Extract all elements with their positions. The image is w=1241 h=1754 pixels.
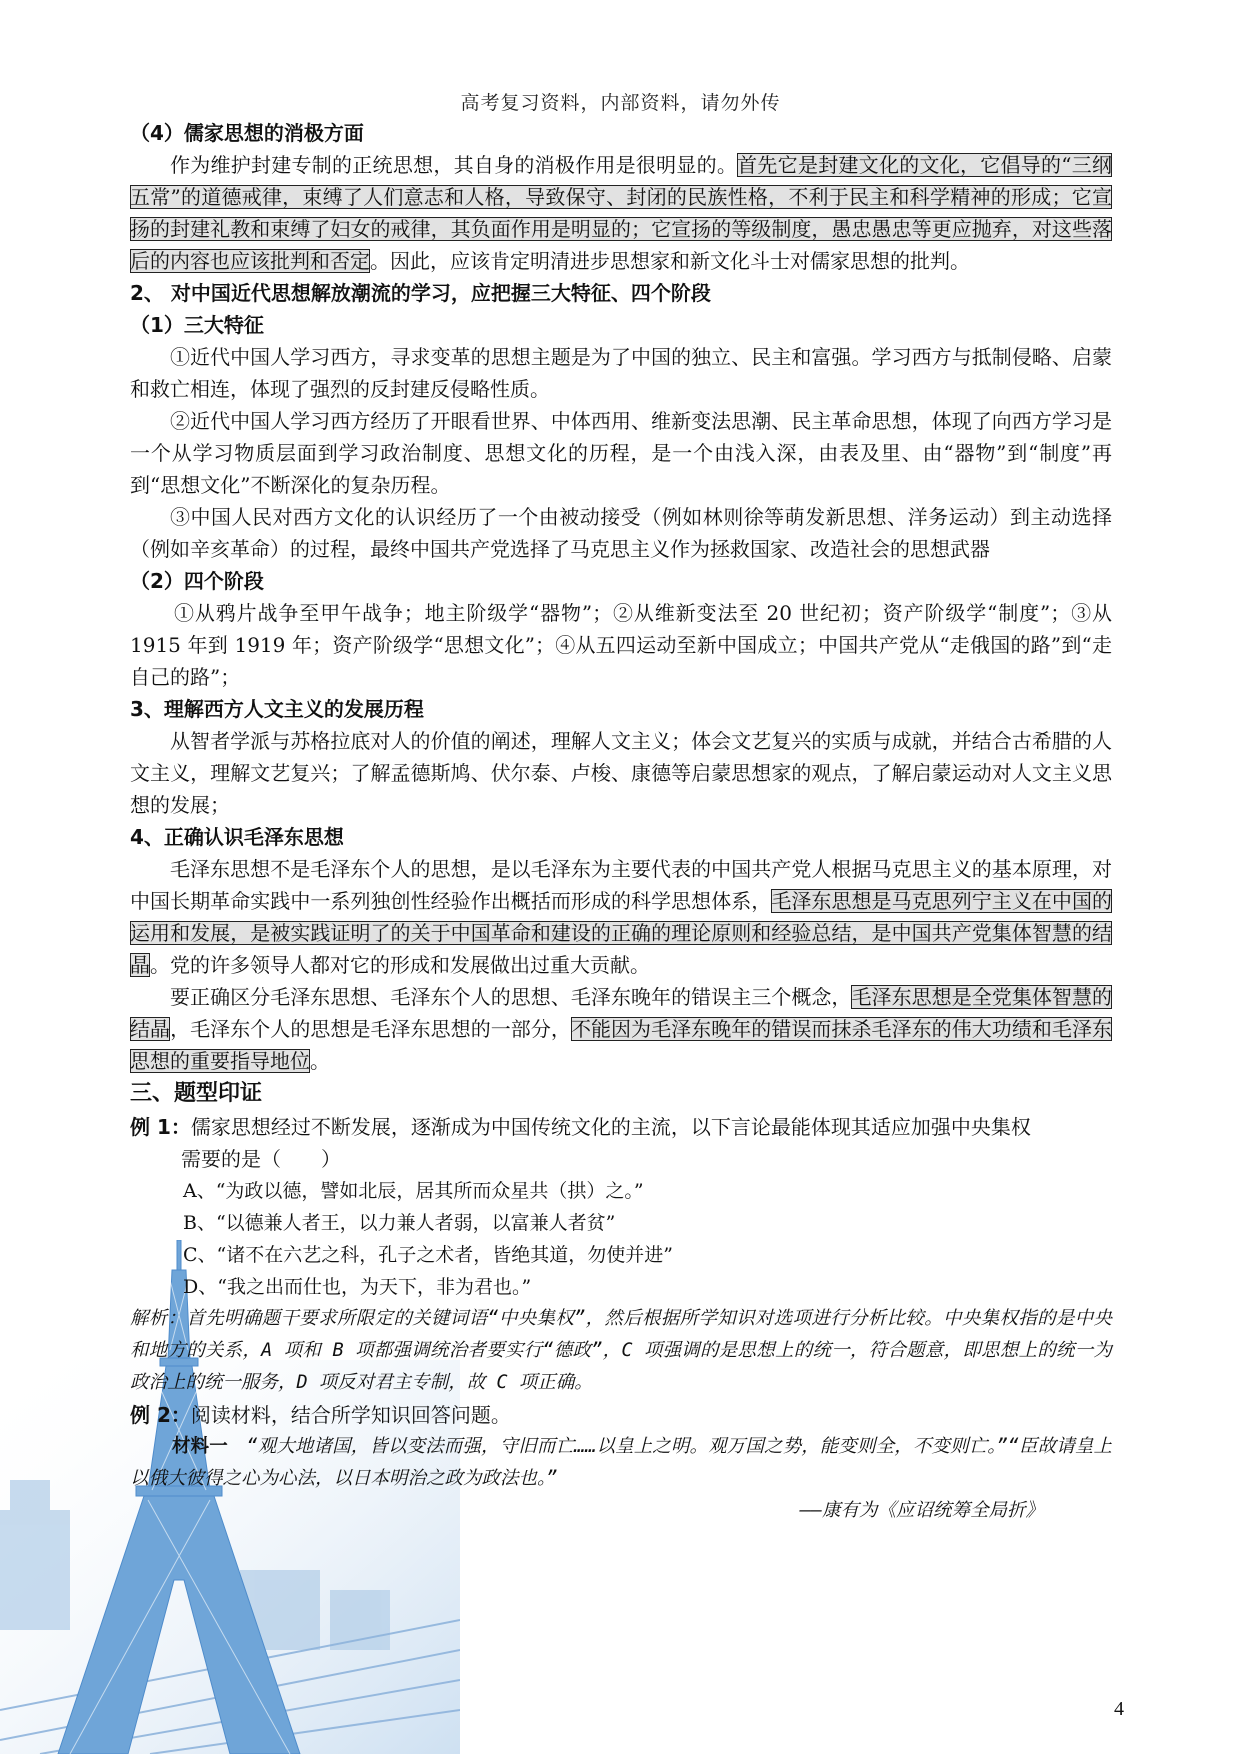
example-2-label: 例 2： (130, 1403, 191, 1427)
material-1-source: ——康有为《应诏统筹全局折》 (799, 1500, 1044, 1521)
paragraph-four-stages: ①从鸦片战争至甲午战争；地主阶级学“器物”；②从维新变法至 20 世纪初；资产阶级学“制度”；③从 1915 年到 1919 年；资产阶级学“思想文化”；④从五四运动至新中国成立；中国共产党从“走俄国的路”到“走自己的路”； (130, 601, 1112, 689)
option-c: C、“诸不在六艺之科，孔子之术者，皆绝其道，勿使并进” (183, 1244, 673, 1266)
material-1-label: 材料一 (172, 1436, 228, 1457)
text-mid: ，毛泽东个人的思想是毛泽东思想的一部分， (170, 1017, 571, 1041)
example-1-text: 儒家思想经过不断发展，逐渐成为中国传统文化的主流，以下言论最能体现其适应加强中央集权 (190, 1115, 1031, 1139)
text-lead: 毛泽东思想不是毛泽东个人的思想，是以毛泽东为主要代表的中国共产党人根据马克思主义的基本原理，对中国长期革命实践中一系列独创性经验作出概括而形成的科学思想体系， (130, 857, 1112, 913)
paragraph-mao-thought-2 (130, 981, 1112, 1077)
material-1-text: “观大地诸国，皆以变法而强，守旧而亡……以皇上之明。观万国之势，能变则全，不变则亡。”“臣故请皇上以俄大彼得之心为心法，以日本明治之政为政法也。” (130, 1436, 1112, 1489)
example-2-question (130, 1399, 1112, 1431)
text-tail: 。 (310, 1049, 330, 1073)
page-header: 高考复习资料，内部资料，请勿外传 (460, 92, 781, 114)
paragraph-feature-1: ①近代中国人学习西方，寻求变革的思想主题是为了中国的独立、民主和富强。学习西方与抵制侵略、启蒙和救亡相连，体现了强烈的反封建反侵略性质。 (130, 345, 1112, 401)
heading-section-question-types: 三、题型印证 (130, 1081, 263, 1106)
paragraph-mao-thought-1 (130, 853, 1112, 981)
text-lead: 作为维护封建专制的正统思想，其自身的消极作用是很明显的。 (170, 153, 738, 177)
text-tail: 。因此，应该肯定明清进步思想家和新文化斗士对儒家思想的批判。 (370, 249, 970, 273)
heading-section-2: 2、 对中国近代思想解放潮流的学习，应把握三大特征、四个阶段 (130, 281, 711, 305)
subheading-three-features: （1）三大特征 (130, 313, 264, 337)
heading-section-3: 3、理解西方人文主义的发展历程 (130, 697, 424, 721)
paragraph-humanism: 从智者学派与苏格拉底对人的价值的阐述，理解人文主义；体会文艺复兴的实质与成就，并结合古希腊的人文主义，理解文艺复兴；了解孟德斯鸠、伏尔泰、卢梭、康德等启蒙思想家的观点，了解启蒙运动对人文主义思想的发展； (130, 729, 1112, 817)
page-number: 4 (1114, 1698, 1124, 1720)
document-content (130, 117, 1112, 1527)
option-a: A、“为政以德，譬如北辰，居其所而众星共（拱）之。” (183, 1180, 644, 1202)
example-1-question (130, 1111, 1112, 1143)
example-1-question-cont: 需要的是（ ） (181, 1147, 341, 1171)
example-2-text: 阅读材料，结合所学知识回答问题。 (190, 1403, 511, 1427)
highlighted-text: 不能因为毛泽东晚年的错误而抹杀毛泽东的伟大功绩和毛泽东思想的重要指导地位 (130, 1017, 1113, 1073)
paragraph-confucian-negative (130, 149, 1112, 277)
subheading-four-stages: （2）四个阶段 (130, 569, 264, 593)
text-tail: 。党的许多领导人都对它的形成和发展做出过重大贡献。 (150, 953, 650, 977)
example-1-analysis: 解析：首先明确题干要求所限定的关键词语“中央集权”，然后根据所学知识对选项进行分析比较。中央集权指的是中央和地方的关系，A 项和 B 项都强调统治者要实行“德政”，C 项强调的是思想上的统一，符合题意，即思想上的统一为政治上的统一服务，D 项反对君主专制，故 C 项正确。 (130, 1308, 1112, 1393)
option-b: B、“以德兼人者王，以力兼人者弱，以富兼人者贫” (183, 1212, 616, 1234)
text-lead: 要正确区分毛泽东思想、毛泽东个人的思想、毛泽东晚年的错误主三个概念， (170, 985, 852, 1009)
paragraph-feature-3: ③中国人民对西方文化的认识经历了一个由被动接受（例如林则徐等萌发新思想、洋务运动）到主动选择（例如辛亥革命）的过程，最终中国共产党选择了马克思主义作为拯救国家、改造社会的思想武器 (130, 505, 1112, 561)
highlighted-text: 首先它是封建文化的文化，它倡导的“三纲五常”的道德戒律，束缚了人们意志和人格，导致保守、封闭的民族性格，不利于民主和科学精神的形成；它宣扬的封建礼教和束缚了妇女的戒律，其负面作用是明显的；它宣扬的等级制度，愚忠愚忠等更应抛弃，对这些落后的内容也应该批判和否定 (130, 153, 1113, 273)
highlighted-text: 毛泽东思想是全党集体智慧的结晶 (130, 985, 1113, 1041)
paragraph-feature-2: ②近代中国人学习西方经历了开眼看世界、中体西用、维新变法思潮、民主革命思想，体现了向西方学习是一个从学习物质层面到学习政治制度、思想文化的历程，是一个由浅入深，由表及里、由“器物”到“制度”再到“思想文化”不断深化的复杂历程。 (130, 409, 1112, 497)
material-1 (130, 1431, 1112, 1495)
heading-confucian-negative: （4）儒家思想的消极方面 (130, 121, 364, 145)
option-d: D、“我之出而仕也，为天下，非为君也。” (183, 1276, 532, 1298)
example-1-label: 例 1： (130, 1115, 191, 1139)
highlighted-text: 毛泽东思想是马克思列宁主义在中国的运用和发展，是被实践证明了的关于中国革命和建设的正确的理论原则和经验总结，是中国共产党集体智慧的结晶 (130, 889, 1113, 977)
heading-section-4: 4、正确认识毛泽东思想 (130, 825, 344, 849)
